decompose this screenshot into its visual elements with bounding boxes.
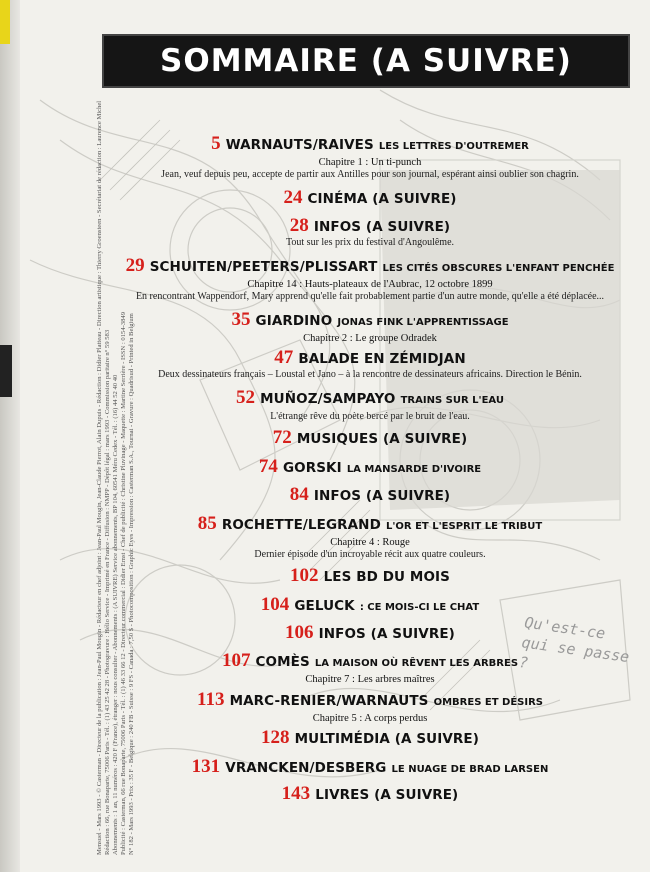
entry-title: MUÑOZ/SAMPAYO xyxy=(260,391,396,407)
entry-title: CINÉMA (A SUIVRE) xyxy=(307,191,457,207)
entry-subtitle: LES LETTRES D'OUTREMER xyxy=(378,141,529,152)
toc-entry xyxy=(110,690,630,725)
entry-chapter: Chapitre 5 : A corps perdus xyxy=(312,713,428,724)
page-gutter xyxy=(0,0,20,872)
page-number: 52 xyxy=(236,387,256,408)
toc-entry xyxy=(110,216,630,249)
toc-entry xyxy=(110,757,630,780)
entry-title: MUSIQUES (A SUIVRE) xyxy=(296,431,468,447)
toc-entry xyxy=(110,134,630,181)
page-title: SOMMAIRE (A SUIVRE) xyxy=(160,43,572,79)
entry-title: GELUCK xyxy=(294,598,355,614)
page-number: 131 xyxy=(191,756,221,777)
entry-subtitle: LA MANSARDE D'IVOIRE xyxy=(346,464,482,475)
colophon-line: Abonnements : 1 an, 11 numéros : 420 F (France), étranger : nous consulter - Abonnements : (A SUIVRE) Service abonnements, BP 104, 60541 Méru Cedex - Tél. : (16) 44 52 40 40 xyxy=(112,374,119,855)
toc-entry xyxy=(110,428,630,449)
entry-title: LES BD DU MOIS xyxy=(323,569,450,585)
toc-entry xyxy=(110,457,630,480)
page-number: 84 xyxy=(289,484,309,505)
entry-description: Dernier épisode d'un incroyable récit aux quatre couleurs. xyxy=(254,549,486,560)
page-number: 35 xyxy=(231,309,251,330)
entry-title: INFOS (A SUIVRE) xyxy=(318,626,455,642)
entry-title: MARC-RENIER/WARNAUTS xyxy=(229,693,429,709)
page-number: 29 xyxy=(125,255,145,276)
page-number: 85 xyxy=(197,513,217,534)
entry-subtitle: LES CITÉS OBSCURES L'ENFANT PENCHÉE xyxy=(382,263,615,274)
entry-title: INFOS (A SUIVRE) xyxy=(313,488,451,504)
entry-title: GIARDINO xyxy=(255,313,333,329)
entry-title: GORSKI xyxy=(282,460,342,476)
page-number: 74 xyxy=(258,456,278,477)
entry-title: BALADE EN ZÉMIDJAN xyxy=(298,351,466,367)
page-number: 106 xyxy=(285,622,314,643)
entry-title: VRANCKEN/DESBERG xyxy=(225,760,387,776)
page-tab-yellow xyxy=(0,0,10,44)
entry-subtitle: LA MAISON OÙ RÊVENT LES ARBRES xyxy=(314,658,519,669)
toc-entry xyxy=(110,595,630,618)
entry-subtitle: TRAINS SUR L'EAU xyxy=(400,395,504,406)
colophon-line: Mensuel - Mars 1993 - © Casterman - Directeur de la publication : Jean-Paul Mougin - Rédacteur en chef adjoint : Jean-Paul Mougin, Jean-Claude Pierrot, Alain Dupuis - Rédaction : Didier Platteau - Direction artistique : Thierry Groensteen - Secrétariat de rédaction : Laurence Michel xyxy=(96,100,103,855)
entry-title: SCHUITEN/PEETERS/PLISSART xyxy=(149,259,378,275)
toc-entry xyxy=(110,310,630,345)
page-number: 28 xyxy=(289,215,309,236)
toc-entry xyxy=(110,256,630,303)
entry-title: ROCHETTE/LEGRAND xyxy=(221,517,381,533)
entry-chapter: Chapitre 14 : Hauts-plateaux de l'Aubrac, 12 octobre 1899 xyxy=(247,279,493,290)
page-number: 143 xyxy=(281,783,311,804)
entry-subtitle: LE NUAGE DE BRAD LARSEN xyxy=(391,764,549,775)
title-banner xyxy=(104,36,628,86)
entry-description: En rencontrant Wappendorf, Mary apprend qu'elle fait probablement partie d'un autre monde, qu'elle a été déplacée... xyxy=(135,291,605,302)
page-number: 107 xyxy=(221,650,251,671)
entry-description: Deux dessinateurs français – Loustal et Jano – à la rencontre de dessinateurs africains. Direction le Bénin. xyxy=(158,369,582,380)
entry-subtitle: L'OR ET L'ESPRIT LE TRIBUT xyxy=(385,521,543,532)
toc-entry xyxy=(110,188,630,209)
entry-description: L'étrange rêve du poète bercé par le bruit de l'eau. xyxy=(270,411,470,422)
entry-subtitle: JONAS FINK L'APPRENTISSAGE xyxy=(337,317,509,328)
toc-entry xyxy=(110,728,630,749)
page-number: 102 xyxy=(290,565,319,586)
entry-chapter: Chapitre 4 : Rouge xyxy=(330,537,410,548)
page-number: 104 xyxy=(260,594,290,615)
page-number: 47 xyxy=(274,347,294,368)
entry-title: MULTIMÉDIA (A SUIVRE) xyxy=(294,731,479,747)
handwritten-note: Qu'est-ce qui se passe ? xyxy=(517,613,631,673)
page-number: 113 xyxy=(197,689,225,710)
toc-entry xyxy=(110,388,630,423)
toc-entry xyxy=(110,485,630,506)
colophon-line: Rédaction : 66, rue Bonaparte, 75006 Paris - Tél. : (1) 43 25 42 28 - Photogravure : Hélio Service - Imprimé en France - Diffusion : NMPP - Dépôt légal : mars 1993 - Commission paritaire n° 59 583 xyxy=(104,329,111,855)
colophon-line: N° 182 - Mars 1993 - Prix : 35 F - Belgique : 240 FB - Suisse : 9 FS - Canada : 7,50 $ - Photocomposition : Graphic Eyes - Impression : Casterman S.A., Tournai - Gravure : Quadrisud - Printed in Belgium xyxy=(128,313,135,855)
entry-title: WARNAUTS/RAIVES xyxy=(225,137,374,153)
entry-description: Jean, veuf depuis peu, accepte de partir aux Antilles pour son journal, espérant ainsi oublier son chagrin. xyxy=(161,169,579,180)
toc-entry xyxy=(110,348,630,381)
page-number: 24 xyxy=(283,187,303,208)
page-number: 128 xyxy=(261,727,290,748)
page-number: 5 xyxy=(211,133,221,154)
toc-entry xyxy=(110,784,630,805)
entry-chapter: Chapitre 2 : Le groupe Odradek xyxy=(303,333,437,344)
entry-subtitle: : CE MOIS-CI LE CHAT xyxy=(359,602,480,613)
entry-title: INFOS (A SUIVRE) xyxy=(313,219,451,235)
entry-subtitle: OMBRES ET DÉSIRS xyxy=(433,697,543,708)
entry-title: COMÈS xyxy=(255,654,310,670)
entry-chapter: Chapitre 1 : Un ti-punch xyxy=(318,157,422,168)
entry-title: LIVRES (A SUIVRE) xyxy=(315,787,459,803)
entry-description: Tout sur les prix du festival d'Angoulême. xyxy=(285,237,455,248)
page-tab-dark xyxy=(0,345,12,397)
page-number: 72 xyxy=(272,427,292,448)
entry-chapter: Chapitre 7 : Les arbres maîtres xyxy=(305,674,435,685)
colophon-line: Publicité : Casterman, 66 rue Bonaparte, 75006 Paris - Tél. : (1) 46 33 66 12 - Directeur commercial : Didier Ernst - Chef de publicité : Christine Pluvinage - Maquette : Martine Serrière - ISSN : 0154-3849 xyxy=(120,312,127,855)
toc-entry xyxy=(110,566,630,587)
toc-entry xyxy=(110,514,630,561)
